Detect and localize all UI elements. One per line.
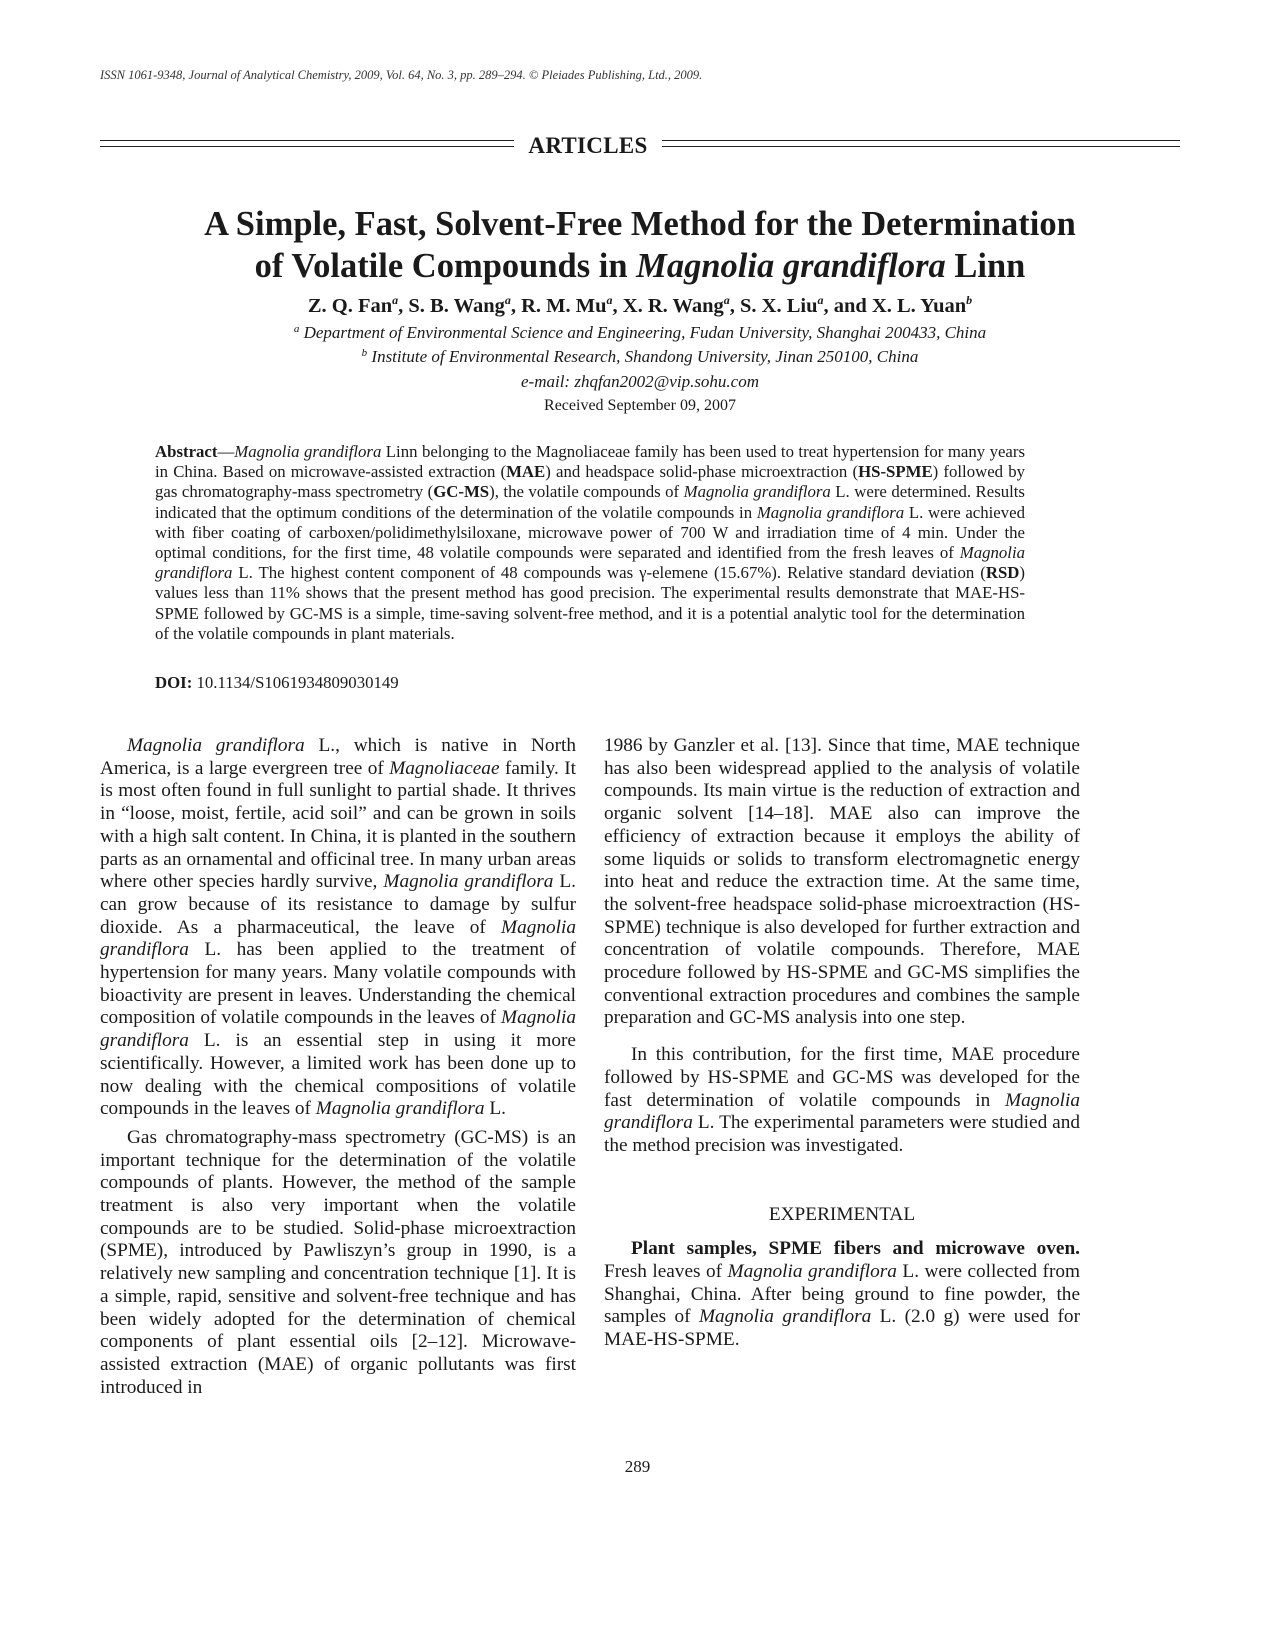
double-rule-left (100, 140, 514, 152)
author-affiliation-mark: a (606, 293, 613, 307)
author-separator: , (612, 295, 623, 317)
italic-term: Magnolia grandiflora (100, 1007, 576, 1052)
section-heading-bar (100, 133, 1180, 163)
italic-term: Magnolia grandiflora (234, 442, 382, 461)
text-run: L. (484, 1098, 506, 1120)
italic-term: Magnolia grandiflora (100, 916, 576, 961)
received-date: Received September 09, 2007 (544, 397, 736, 414)
text-run: L., which is native in North America, is a large evergreen tree of (100, 735, 576, 779)
text-run: Gas chromatography-mass spectrometry (GC-MS) is an important technique for the determination of the volatile compounds of plants. However, the method of the sample treatment is also very important when the volatile compounds are to be studied. Solid-phase microextraction (SPME), introduced by Pawliszyn’s group in 1990, is a relatively new sampling and concentration technique [1]. It is a simple, rapid, sensitive and solvent-free technique and has been widely adopted for the determination of chemical components of plant essential oils [2–12]. Microwave-assisted extraction (MAE) of organic pollutants was first introduced in (100, 1126, 576, 1398)
abstract-body (155, 442, 1025, 643)
author-separator: , (510, 295, 522, 317)
text-run: L. were determined. Results indicated that the optimum conditions of the determination of the volatile compounds in (155, 482, 1025, 522)
body-column-right (604, 735, 1080, 1352)
text-run: ), the volatile compounds of (489, 482, 684, 502)
bold-term: Plant samples, SPME fibers and microwave oven. (631, 1238, 1080, 1260)
text-run: L. were collected from Shanghai, China. After being ground to fine powder, the samples of (604, 1261, 1080, 1328)
text-run: L. has been applied to the treatment of hypertension for many years. Many volatile compounds with bioactivity are present in leaves. Understanding the chemical composition of volatile compounds in the leaves of (100, 939, 576, 1029)
text-run: L. is an essential step in using it more scientifically. However, a limited work has been done up to now dealing with the chemical compositions of volatile compounds in the leaves of (100, 1030, 576, 1120)
author-affiliation-mark: b (966, 293, 973, 307)
text-run: L. The highest content component of 48 compounds was γ-elemene (15.67%). Relative standard deviation ( (232, 563, 986, 583)
bold-term: HS-SPME (858, 462, 933, 482)
author-name: R. M. Mu (521, 295, 607, 317)
author-affiliation-mark: a (504, 293, 511, 307)
author-name: X. L. Yuan (871, 295, 967, 317)
journal-header: ISSN 1061-9348, Journal of Analytical Chemistry, 2009, Vol. 64, No. 3, pp. 289–294. © Pleiades Publishing, Ltd., 2009. (100, 68, 703, 82)
text-run: Fresh leaves of (604, 1261, 728, 1283)
doi-label: DOI: (155, 673, 193, 692)
text-run: ) values less than 11% shows that the present method has good precision. The experimental results demonstrate that MAE-HS-SPME followed by GC-MS is a simple, time-saving solvent-free method, and it is a potential analytic tool for the determination of the volatile compounds in plant materials. (155, 563, 1025, 643)
text-run: L. The experimental parameters were studied and the method precision was investigated. (604, 1112, 1080, 1156)
author-affiliation-mark: a (392, 293, 399, 307)
text-run: ) and headspace solid-phase microextraction ( (545, 462, 859, 482)
bold-term: RSD (985, 563, 1020, 583)
author-separator: , (729, 295, 741, 317)
author-separator: , (398, 295, 409, 317)
italic-term: Magnolia grandiflora (155, 543, 1025, 583)
italic-term: Magnolia grandiflora (683, 482, 831, 502)
section-heading-experimental: EXPERIMENTAL (768, 1203, 916, 1225)
bold-term: MAE (506, 462, 546, 482)
bold-term: GC-MS (433, 482, 490, 502)
paragraph-contribution (604, 1044, 1080, 1158)
author-affiliation-mark: a (817, 293, 824, 307)
double-rule-right (662, 140, 1180, 152)
text-run: ) followed by gas chromatography-mass spectrometry ( (155, 462, 1025, 502)
doi-value: 10.1134/S1061934809030149 (192, 673, 399, 692)
text-run: family. It is most often found in full sunlight to partial shade. It thrives in “loose, moist, fertile, acid soil” and can be grown in soils with a high salt content. In China, it is planted in the southern parts as an ornamental and officinal tree. In many urban areas where other species hardly survive, (100, 757, 576, 893)
text-run: L. were achieved with fiber coating of carboxen/polidimethylsiloxane, microwave power of 700 W and irradiation time of 4 min. Under the optimal conditions, for the first time, 48 volatile compounds were separated and identified from the fresh leaves of (155, 502, 1025, 563)
title-line-1: A Simple, Fast, Solvent-Free Method for the Determination (204, 205, 1076, 243)
author-separator: , and (823, 295, 872, 317)
paragraph-mae-continued: 1986 by Ganzler et al. [13]. Since that time, MAE technique has also been widespread applied to the analysis of volatile compounds. Its main virtue is the reduction of extraction and organic solvent [14–18]. MAE also can improve the efficiency of extraction because it employs the ability of some liquids or solids to transform electromagnetic energy into heat and reduce the extraction time. At the same time, the solvent-free headspace solid-phase microextraction (HS-SPME) technique is also developed for further extraction and concentration of volatile compounds. Therefore, MAE procedure followed by HS-SPME and GC-MS simplifies the conventional extraction procedures and combines the sample preparation and GC-MS analysis into one step. (604, 735, 1080, 1029)
author-list (100, 293, 1180, 319)
abstract-label: Abstract (155, 442, 218, 461)
author-name: S. B. Wang (408, 295, 505, 317)
contact-email: e-mail: zhqfan2002@vip.sohu.com (520, 372, 760, 391)
affiliation-a: $^a$ Department of Environmental Science and Engineering, Fudan University, Shanghai 200433, China (293, 323, 987, 342)
article-title (100, 203, 1180, 287)
italic-term: Magnolia grandiflora (756, 502, 905, 522)
text-run: Linn belonging to the Magnoliaceae family has been used to treat hypertension for many years in China. Based on microwave-assisted extraction ( (155, 442, 1025, 482)
italic-term: Magnoliaceae (389, 757, 500, 779)
text-run: L. can grow because of its resistance to damage by sulfur dioxide. As a pharmaceutical, the leave of (100, 871, 576, 938)
italic-term: Magnolia grandiflora (698, 1306, 872, 1328)
paragraph-gc-ms (100, 1127, 576, 1399)
author-name: Z. Q. Fan (307, 295, 393, 317)
author-affiliation-mark: a (723, 293, 730, 307)
text-run: In this contribution, for the first time, MAE procedure followed by HS-SPME and GC-MS was developed for the fast determination of volatile compounds in (604, 1044, 1080, 1111)
affiliation-b: $^b$ Institute of Environmental Research, Shandong University, Jinan 250100, China (361, 347, 919, 366)
italic-term: Magnolia grandiflora (127, 735, 305, 756)
paragraph-introduction (100, 735, 576, 1121)
paragraph-plant-samples (604, 1238, 1080, 1352)
italic-term: Magnolia grandiflora (604, 1089, 1080, 1134)
italic-term: Magnolia grandiflora (727, 1261, 897, 1283)
page-number: 289 (624, 1457, 651, 1476)
doi-line (155, 673, 399, 693)
title-line-2-post: Linn (945, 247, 1026, 285)
title-line-2-pre: of Volatile Compounds in (254, 247, 637, 285)
author-name: X. R. Wang (622, 295, 724, 317)
author-name: S. X. Liu (740, 295, 818, 317)
body-column-left (100, 735, 576, 1399)
italic-term: Magnolia grandiflora (315, 1098, 485, 1120)
abstract (155, 442, 1025, 644)
title-species-name: Magnolia grandiflora (636, 247, 946, 285)
text-run: L. (2.0 g) were used for MAE-HS-SPME. (604, 1306, 1080, 1351)
text-run: — (217, 442, 235, 461)
italic-term: Magnolia grandiflora (383, 871, 554, 893)
section-label: ARTICLES (528, 133, 648, 158)
